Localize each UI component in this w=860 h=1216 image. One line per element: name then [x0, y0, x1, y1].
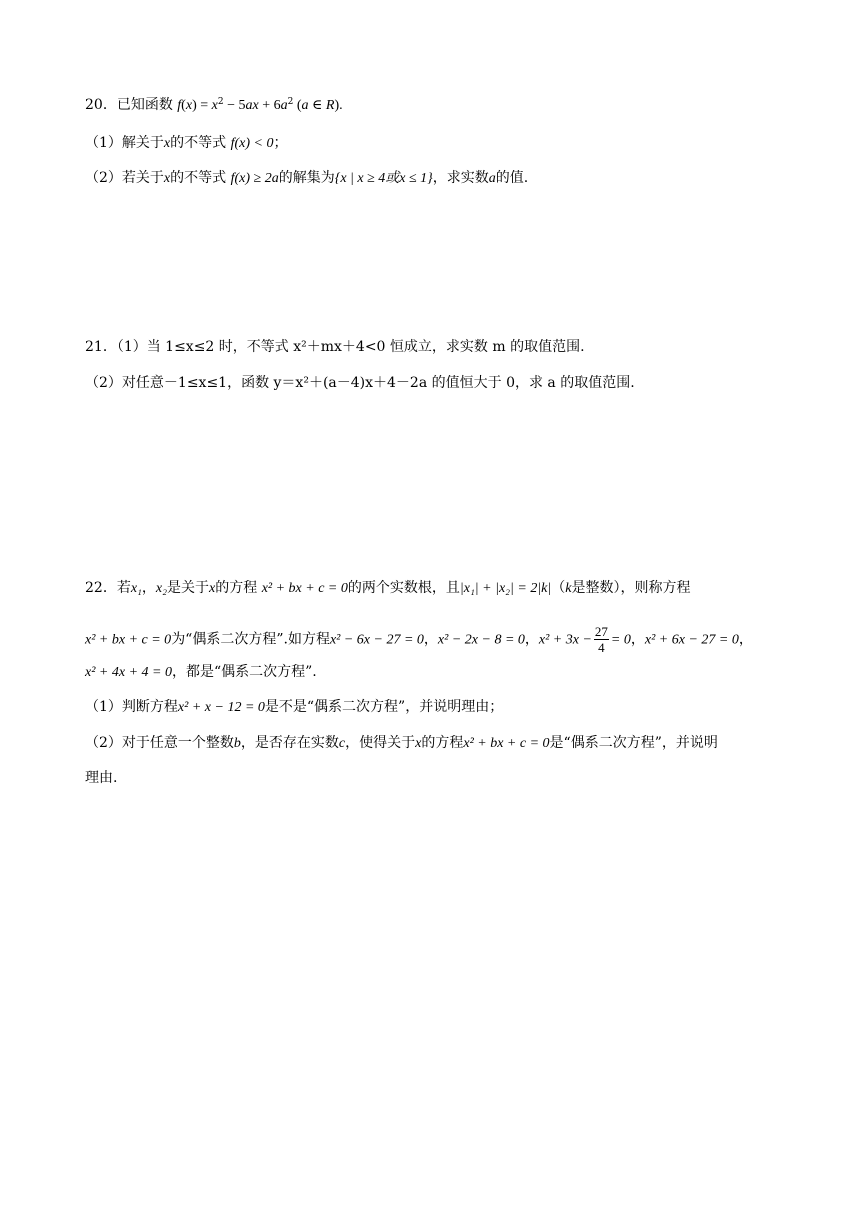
q22-l1-end: 是整数），则称方程: [571, 580, 691, 596]
q20-formula-part: ) =: [192, 98, 212, 113]
q20-formula-part: 2: [217, 97, 224, 107]
q22-l3-end: ，都是“偶系二次方程”.: [171, 664, 317, 680]
q22-c3: ，: [630, 631, 645, 648]
q22-frac-den: 4: [598, 640, 605, 655]
q20-p1-inequality: f(x) < 0: [230, 136, 274, 151]
q22-c2: ，: [524, 631, 539, 648]
q20-formula-part: ∈: [308, 98, 326, 113]
q20-stem: [85, 95, 343, 116]
q20-formula-part: 2: [287, 97, 294, 107]
q22-example-3b: = 0: [610, 632, 631, 648]
q22-p2-equation: x² + bx + c = 0: [463, 736, 550, 751]
q20-formula-part: a: [280, 98, 288, 113]
q22-p2-c: c: [338, 736, 346, 751]
q22-x1: x₁: [130, 581, 142, 596]
q22-line3: [85, 662, 317, 683]
q22-l1-prefix: 22．若: [85, 580, 131, 596]
q22-l1-mid3: 的两个实数根，且: [347, 580, 460, 596]
q22-condition: |x₁| + |x₂| = 2|k|: [459, 581, 552, 596]
q20-formula-part: (: [181, 98, 186, 113]
q22-k: k: [565, 581, 572, 596]
q22-l1-equation: x² + bx + c = 0: [261, 581, 348, 596]
q20-p2-var2: a: [488, 171, 496, 186]
q20-p2-mid2: 的解集为: [278, 170, 335, 186]
q20-formula-part: (: [293, 98, 302, 113]
q22-p1-end: 是不是“偶系二次方程”，并说明理由；: [264, 699, 504, 715]
q21-part2: （2）对任意－1≤x≤1，函数 y＝x²＋(a－4)x＋4－2a 的值恒大于 0，求 a 的取值范围.: [85, 375, 635, 391]
q22-part2-cont: 理由.: [85, 770, 118, 786]
q20-p2-inequality: f(x) ≥ 2a: [230, 171, 279, 186]
q22-part2: [85, 733, 718, 754]
q22-p2-prefix: （2）对于任意一个整数: [85, 735, 234, 751]
q22-p1-equation: x² + x − 12 = 0: [177, 700, 265, 715]
q20-p2-end: 的值.: [495, 170, 529, 186]
q20-formula-part: ax: [245, 98, 259, 113]
q20-formula-part: a: [301, 98, 309, 113]
q22-fraction: [594, 624, 609, 655]
q20-p1-mid: 的不等式: [170, 135, 227, 151]
q22-frac-num: 27: [594, 624, 608, 639]
q22-l1-mid: 是关于: [167, 580, 210, 596]
q20-formula-part: ).: [334, 98, 343, 113]
q22-line1: [85, 578, 690, 599]
q22-p2-x: x: [415, 736, 422, 751]
q22-l1-mid2: 的方程: [215, 580, 258, 596]
q20-part1: [85, 133, 287, 154]
q20-p1-prefix: （1）解关于: [85, 135, 164, 151]
q20-p1-end: ；: [273, 135, 288, 151]
q22-x2: x₂: [155, 581, 168, 596]
q20-p2-mid3: ，求实数: [432, 170, 489, 186]
q22-line2: [85, 624, 753, 655]
q22-c1: ，: [423, 631, 438, 648]
q22-p2-mid: ，是否存在实数: [240, 735, 339, 751]
q20-p2-var: x: [163, 171, 171, 186]
q20-p1-var: x: [163, 136, 171, 151]
q22-example-4: x² + 6x − 27 = 0: [644, 632, 739, 648]
q22-example-3a: x² + 3x −: [538, 632, 592, 648]
q20-formula-part: R: [325, 98, 335, 113]
q22-example-2: x² − 2x − 8 = 0: [437, 632, 525, 648]
q20-formula-part: − 5: [223, 98, 246, 113]
q20-part2: [85, 168, 528, 189]
q22-p1-prefix: （1）判断方程: [85, 699, 178, 715]
q22-p2-mid3: 的方程: [421, 735, 464, 751]
q22-l3-equation: x² + 4x + 4 = 0: [85, 665, 172, 680]
q21-part1: 21．（1）当 1≤x≤2 时，不等式 x²＋mx＋4<0 恒成立，求实数 m 的取值范围.: [85, 339, 585, 355]
q22-l1-paren: （: [551, 580, 566, 596]
q22-c4: ，: [738, 631, 753, 648]
q20-p2-solution-set: {x | x ≥ 4或x ≤ 1}: [334, 171, 433, 186]
q20-p2-prefix: （2）若关于: [85, 170, 164, 186]
q20-formula-part: x: [211, 98, 218, 113]
q22-l2-mid: 为“偶系二次方程”.如方程: [171, 631, 330, 648]
q20-p2-mid: 的不等式: [170, 170, 227, 186]
q20-formula-part: x: [185, 98, 193, 113]
q22-l2-equation: x² + bx + c = 0: [85, 632, 172, 648]
q22-l1-var: x: [209, 581, 216, 596]
q22-sep: ，: [141, 580, 156, 596]
q22-example-1: x² − 6x − 27 = 0: [329, 632, 424, 648]
q20-stem-prefix: 20．已知函数: [85, 97, 173, 113]
q22-p2-end: 是“偶系二次方程”，并说明: [549, 735, 718, 751]
q22-p2-mid2: ，使得关于: [345, 735, 416, 751]
q22-p2-b: b: [233, 736, 241, 751]
q20-formula-part: + 6: [258, 98, 281, 113]
q20-function-formula: f: [177, 98, 182, 113]
q22-part1: [85, 697, 503, 718]
